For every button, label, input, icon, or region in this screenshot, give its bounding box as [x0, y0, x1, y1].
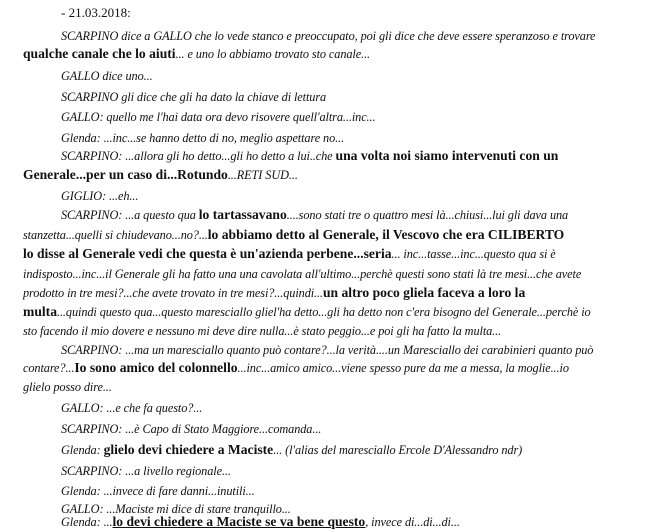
line-text: glielo posso dire... — [23, 380, 112, 394]
emphasis-text: una volta noi siamo intervenuti con un — [335, 148, 559, 163]
transcript-line — [23, 322, 670, 340]
line-text: ... inc...tasse...inc...questo qua si è — [391, 247, 556, 261]
emphasis-text: qualche canale che lo aiuti — [23, 46, 176, 61]
emphasis-text: glielo devi chiedere a Maciste — [103, 442, 274, 457]
line-text: SCARPINO: ...allora gli ho detto...gli ho detto a lui..che — [61, 149, 336, 163]
line-text: GALLO: ...Maciste mi dice di stare tranquillo... — [61, 502, 291, 516]
transcript-line — [23, 245, 670, 263]
line-text: ...quindi questo qua...questo maresciallo gliel'ha detto...gli ha detto non c'era bisogno del Generale...perchè io — [56, 305, 591, 319]
line-text: SCARPINO dice a GALLO che lo vede stanco e preoccupato, poi gli dice che deve essere speranzoso e trovare — [61, 29, 596, 43]
transcript-line — [23, 378, 670, 396]
transcript-line — [23, 284, 670, 302]
line-text: GALLO: ...e che fa questo?... — [61, 401, 203, 415]
transcript-line — [61, 67, 670, 85]
transcript-line — [61, 206, 670, 224]
emphasis-text: lo disse al Generale vedi che questa è un'azienda perbene...seria — [23, 246, 392, 261]
line-text: SCARPINO gli dice che gli ha dato la chiave di lettura — [61, 90, 327, 104]
transcript-line — [23, 303, 670, 321]
emphasis-text: Generale...per un caso di...Rotundo — [23, 167, 228, 182]
transcript-line — [23, 359, 670, 377]
line-text: ....sono stati tre o quattro mesi là...chiusi...lui gli dava una — [286, 208, 569, 222]
line-text: SCARPINO: ...ma un maresciallo quanto può contare?...la verità....un Maresciallo dei carabinieri quanto può — [61, 343, 594, 357]
date-text: - 21.03.2018: — [61, 5, 131, 20]
emphasis-text: lo abbiamo detto al Generale, il Vescovo che era CILIBERTO — [207, 227, 565, 242]
transcript-line — [23, 45, 670, 63]
transcript-line — [61, 462, 670, 480]
entry-date — [61, 4, 670, 22]
transcript-line — [61, 441, 670, 459]
emphasis-text: multa — [23, 304, 57, 319]
line-text: GALLO dice uno... — [61, 69, 153, 83]
line-text: Glenda: ... — [61, 515, 113, 529]
line-text: indisposto...inc...il Generale gli ha fatto una una cavolata all'ultimo...perchè questi sono stati là tre mesi...che avete — [23, 267, 582, 281]
emphasis-text: lo tartassavano — [198, 207, 287, 222]
transcript-line — [61, 399, 670, 417]
line-text: , invece di...di...di... — [365, 515, 460, 529]
transcript-line — [61, 27, 670, 45]
line-text: SCARPINO: ...è Capo di Stato Maggiore...comanda... — [61, 422, 322, 436]
transcript-line — [23, 265, 670, 283]
line-text: ... (l'alias del maresciallo Ercole D'Alessandro ndr) — [273, 443, 523, 457]
transcript-line — [61, 88, 670, 106]
line-text: ...inc...amico amico...viene spesso pure da me a messa, la moglie...io — [237, 361, 569, 375]
line-text: GALLO: quello me l'hai data ora devo risovere quell'altra...inc... — [61, 110, 376, 124]
transcript-line — [23, 226, 670, 244]
line-text: sto facendo il mio dovere e nessuno mi deve dire nulla...è stato peggio...e poi gli ha fatto la multa... — [23, 324, 502, 338]
transcript-line — [61, 129, 670, 147]
transcript-line — [61, 482, 670, 500]
line-text: ... e uno lo abbiamo trovato sto canale... — [175, 47, 371, 61]
line-text: SCARPINO: ...a questo qua — [61, 208, 199, 222]
line-text: ...RETI SUD... — [227, 168, 298, 182]
transcript-line — [61, 108, 670, 126]
transcript-line — [61, 420, 670, 438]
transcript-line — [61, 341, 670, 359]
line-text: Glenda: ...inc...se hanno detto di no, meglio aspettare no... — [61, 131, 345, 145]
transcript-line — [61, 147, 670, 165]
transcript-line — [61, 187, 670, 205]
line-text: contare?... — [23, 361, 75, 375]
transcript-line — [61, 513, 670, 531]
line-text: SCARPINO: ...a livello regionale... — [61, 464, 231, 478]
line-text: Glenda: ...invece di fare danni...inutili... — [61, 484, 255, 498]
emphasis-text: Io sono amico del colonnello — [74, 360, 238, 375]
line-text: stanzetta...quelli si chiudevano...no?... — [23, 228, 208, 242]
emphasis-text: un altro poco gliela faceva a loro la — [322, 285, 526, 300]
underlined-emphasis-text: lo devi chiedere a Maciste se va bene questo — [112, 514, 366, 529]
line-text: prodotto in tre mesi?...che avete trovato in tre mesi?...quindi... — [23, 286, 323, 300]
transcript-line — [23, 166, 670, 184]
line-text: Glenda: — [61, 443, 104, 457]
line-text: GIGLIO: ...eh... — [61, 189, 139, 203]
